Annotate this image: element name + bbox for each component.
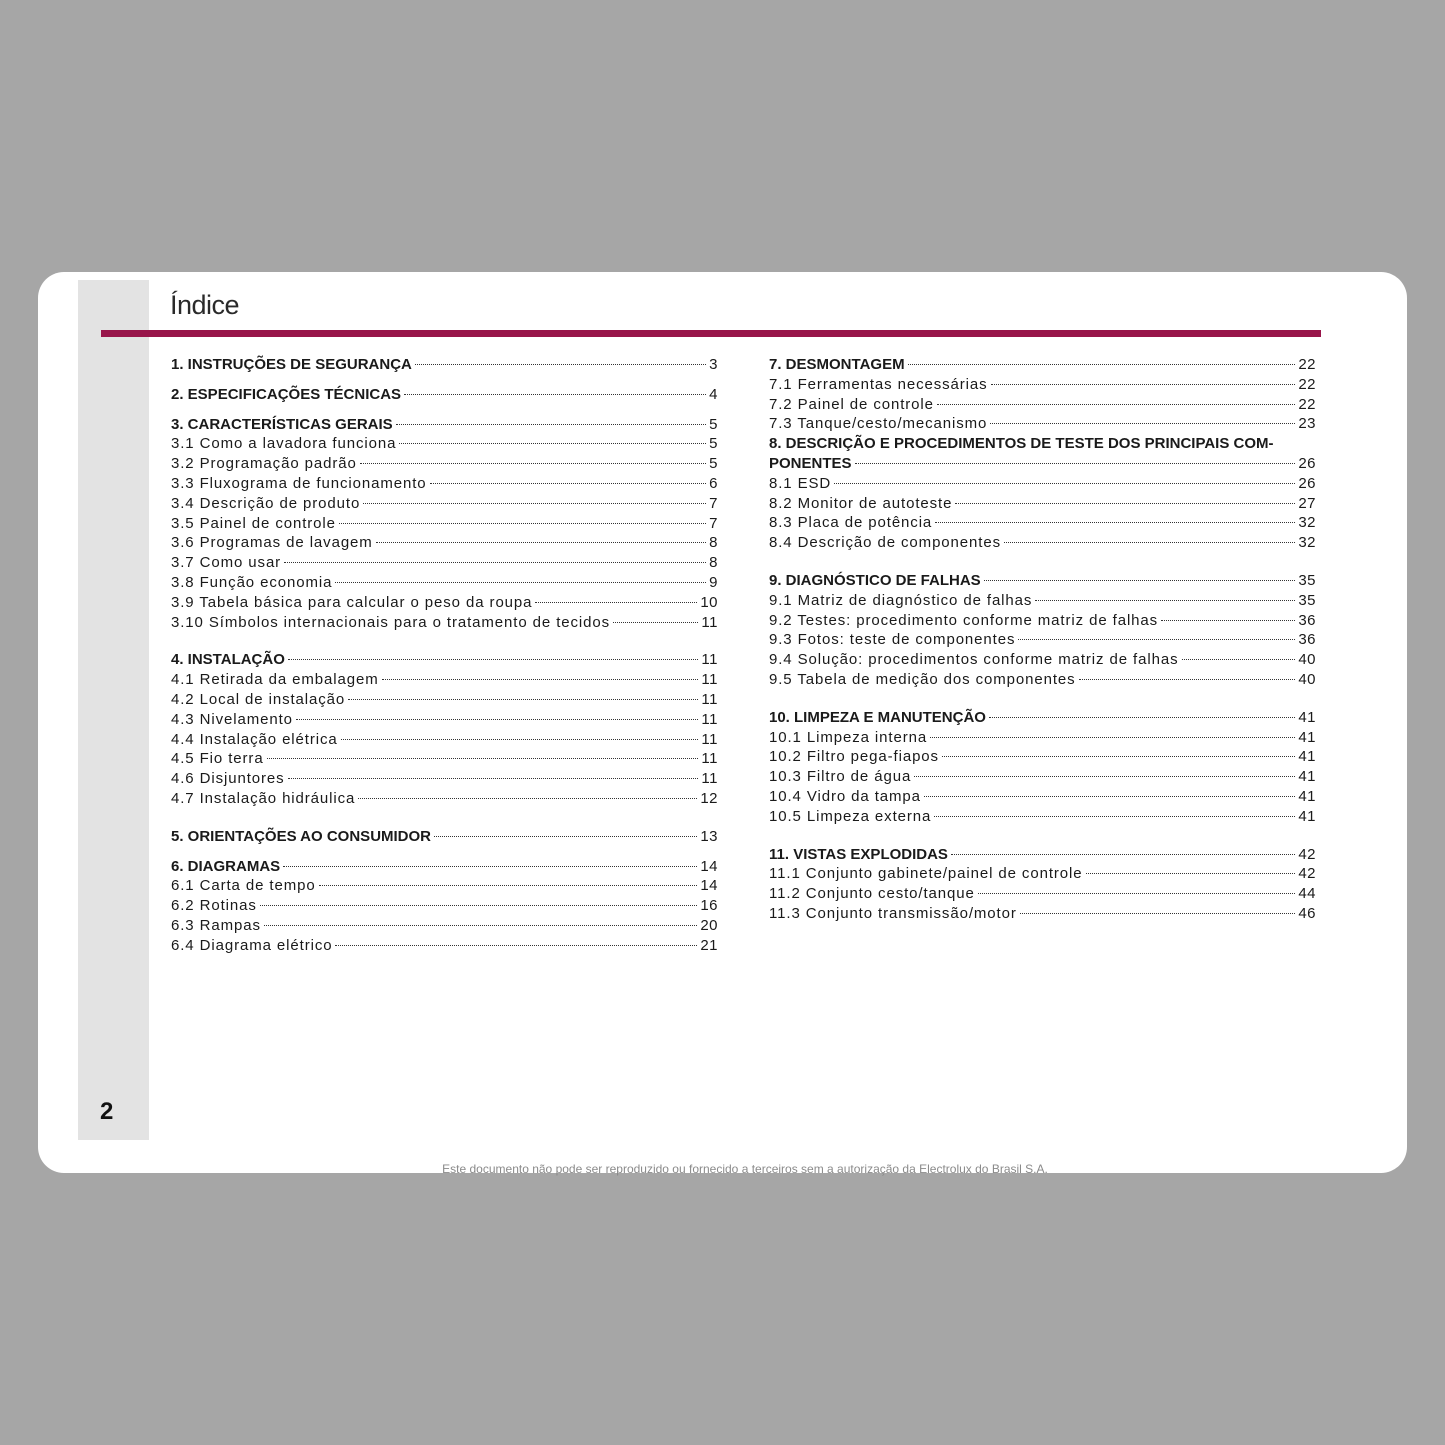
- toc-entry-label: 3.9 Tabela básica para calcular o peso da roupa: [171, 593, 533, 611]
- toc-section-heading[interactable]: [171, 386, 718, 406]
- toc-entry-label: 8.4 Descrição de componentes: [769, 534, 1001, 552]
- dot-leader: [341, 739, 699, 740]
- toc-entry-page: 41: [1298, 807, 1316, 825]
- dot-leader: [535, 602, 697, 603]
- toc-entry[interactable]: [171, 897, 718, 917]
- toc-entry-page: 41: [1298, 708, 1316, 726]
- dot-leader: [335, 582, 706, 583]
- dot-leader: [404, 394, 706, 395]
- toc-entry[interactable]: [769, 495, 1316, 515]
- toc-entry-page: 11: [701, 770, 718, 788]
- toc-entry-page: 42: [1298, 865, 1316, 883]
- toc-entry-page: 8: [709, 554, 718, 572]
- page-title: Índice: [170, 290, 240, 320]
- toc-entry-label: 4.5 Fio terra: [171, 750, 264, 768]
- dot-leader: [1086, 873, 1296, 874]
- toc-entry-page: 11: [701, 710, 718, 728]
- dot-leader: [930, 737, 1295, 738]
- toc-entry-label: 3.7 Como usar: [171, 554, 282, 572]
- toc-entry-page: 40: [1298, 670, 1316, 688]
- toc-entry-page: 20: [700, 916, 718, 934]
- toc-entry-page: 10: [700, 593, 718, 611]
- toc-entry-label: 6. DIAGRAMAS: [171, 857, 281, 875]
- dot-leader: [924, 796, 1295, 797]
- toc-section-heading[interactable]: [171, 651, 718, 671]
- toc-entry[interactable]: [171, 731, 718, 751]
- toc-entry[interactable]: [769, 905, 1316, 925]
- dot-leader: [339, 523, 706, 524]
- toc-entry[interactable]: [769, 768, 1316, 788]
- toc-entry[interactable]: [769, 631, 1316, 651]
- toc-entry-page: 41: [1298, 768, 1316, 786]
- toc-entry-page: 7: [709, 494, 718, 512]
- toc-entry-page: 32: [1298, 514, 1316, 532]
- toc-entry-label: 7.3 Tanque/cesto/mecanismo: [769, 415, 988, 433]
- toc-entry-page: 5: [709, 435, 718, 453]
- toc-entry-page: 7: [709, 514, 718, 532]
- toc-entry-label: 3.4 Descrição de produto: [171, 494, 361, 512]
- toc-entry-page: 26: [1298, 454, 1316, 472]
- toc-entry-label: 7.2 Painel de controle: [769, 395, 934, 413]
- toc-entry-label: 4.3 Nivelamento: [171, 710, 293, 728]
- side-strip: [78, 280, 149, 1140]
- toc-entry-page: 36: [1298, 631, 1316, 649]
- toc-entry-page: 40: [1298, 651, 1316, 669]
- dot-leader: [1018, 639, 1295, 640]
- toc-entry-page: 35: [1298, 591, 1316, 609]
- toc-entry[interactable]: [769, 475, 1316, 495]
- toc-entry[interactable]: [171, 515, 718, 535]
- toc-section-heading[interactable]: [171, 356, 718, 376]
- toc-entry-label: 6.4 Diagrama elétrico: [171, 936, 333, 954]
- dot-leader: [990, 423, 1295, 424]
- toc-entry-label: 10.1 Limpeza interna: [769, 728, 928, 746]
- toc-right-column: [769, 356, 1316, 925]
- toc-entry-label: 4.4 Instalação elétrica: [171, 730, 338, 748]
- dot-leader: [1161, 620, 1295, 621]
- title-rule: [101, 330, 1321, 337]
- document-page: [38, 272, 1407, 1173]
- toc-entry-label: 8.2 Monitor de autoteste: [769, 494, 953, 512]
- toc-entry-page: 16: [700, 897, 718, 915]
- toc-entry-label: 10.2 Filtro pega-fiapos: [769, 748, 939, 766]
- toc-entry-page: 11: [701, 613, 718, 631]
- dot-leader: [288, 659, 699, 660]
- toc-entry[interactable]: [171, 475, 718, 495]
- toc-entry-page: 8: [709, 534, 718, 552]
- toc-entry-page: 23: [1298, 415, 1316, 433]
- dot-leader: [396, 424, 706, 425]
- toc-entry-label: 3. CARACTERÍSTICAS GERAIS: [171, 415, 393, 433]
- toc-entry-label: 10. LIMPEZA E MANUTENÇÃO: [769, 708, 986, 726]
- dot-leader: [335, 945, 697, 946]
- toc-entry[interactable]: [171, 917, 718, 937]
- dot-leader: [283, 866, 697, 867]
- toc-entry-page: 26: [1298, 474, 1316, 492]
- toc-entry-label: 10.3 Filtro de água: [769, 768, 912, 786]
- toc-entry-label: 5. ORIENTAÇÕES AO CONSUMIDOR: [171, 827, 432, 845]
- toc-entry-label: 8.1 ESD: [769, 474, 832, 492]
- toc-entry[interactable]: [769, 651, 1316, 671]
- toc-entry[interactable]: [769, 534, 1316, 554]
- toc-entry[interactable]: [171, 495, 718, 515]
- dot-leader: [908, 364, 1296, 365]
- toc-entry-page: 41: [1298, 787, 1316, 805]
- toc-section-heading[interactable]: [171, 858, 718, 878]
- toc-entry-label: 6.2 Rotinas: [171, 897, 257, 915]
- toc-section-heading[interactable]: [769, 846, 1316, 866]
- toc-section-heading[interactable]: [171, 416, 718, 436]
- dot-leader: [955, 503, 1295, 504]
- toc-section-heading[interactable]: [769, 356, 1316, 376]
- toc-section-heading[interactable]: [171, 828, 718, 848]
- dot-leader: [951, 854, 1295, 855]
- toc-entry-label: 11.1 Conjunto gabinete/painel de controle: [769, 865, 1083, 883]
- toc-entry[interactable]: [171, 937, 718, 957]
- toc-entry-page: 11: [701, 651, 718, 669]
- toc-entry[interactable]: [769, 729, 1316, 749]
- toc-entry[interactable]: [769, 671, 1316, 691]
- toc-left-column: [171, 356, 718, 957]
- dot-leader: [934, 816, 1295, 817]
- toc-entry-label: 3.2 Programação padrão: [171, 455, 357, 473]
- dot-leader: [296, 719, 699, 720]
- dot-leader: [1020, 913, 1296, 914]
- footer-note: Este documento não pode ser reproduzido ou fornecido a terceiros sem a autorização da Electrolux do Brasil S.A.: [442, 1162, 1048, 1176]
- dot-leader: [360, 463, 706, 464]
- dot-leader: [991, 384, 1296, 385]
- dot-leader: [978, 893, 1296, 894]
- toc-entry[interactable]: [171, 790, 718, 810]
- toc-entry-label: 9.3 Fotos: teste de componentes: [769, 631, 1016, 649]
- toc-entry-page: 46: [1298, 904, 1316, 922]
- dot-leader: [855, 463, 1296, 464]
- toc-entry[interactable]: [171, 671, 718, 691]
- toc-entry-page: 11: [701, 730, 718, 748]
- toc-entry[interactable]: [171, 455, 718, 475]
- toc-entry-page: 6: [709, 474, 718, 492]
- dot-leader: [319, 885, 698, 886]
- toc-entry-page: 3: [709, 356, 718, 373]
- toc-entry-page: 22: [1298, 356, 1316, 373]
- toc-entry[interactable]: [171, 614, 718, 634]
- toc-entry-label: 9. DIAGNÓSTICO DE FALHAS: [769, 571, 981, 589]
- toc-section-heading[interactable]: [769, 709, 1316, 729]
- toc-entry-page: 4: [709, 385, 718, 403]
- page-number: 2: [100, 1098, 114, 1125]
- dot-leader: [260, 905, 698, 906]
- dot-leader: [613, 622, 698, 623]
- toc-entry[interactable]: [171, 691, 718, 711]
- dot-leader: [358, 798, 697, 799]
- toc-entry[interactable]: [769, 396, 1316, 416]
- dot-leader: [348, 699, 698, 700]
- dot-leader: [376, 542, 706, 543]
- toc-section-heading[interactable]: [769, 572, 1316, 592]
- toc-entry[interactable]: [171, 554, 718, 574]
- toc-entry-page: 5: [709, 415, 718, 433]
- toc-entry-label: 3.3 Fluxograma de funcionamento: [171, 474, 427, 492]
- dot-leader: [1079, 679, 1296, 680]
- dot-leader: [1035, 600, 1295, 601]
- toc-entry-label: 3.10 Símbolos internacionais para o tratamento de tecidos: [171, 613, 611, 631]
- toc-entry-label: 11.2 Conjunto cesto/tanque: [769, 885, 975, 903]
- toc-entry-page: 5: [709, 455, 718, 473]
- toc-entry-label: 4.2 Local de instalação: [171, 690, 346, 708]
- toc-entry-label: 9.4 Solução: procedimentos conforme matriz de falhas: [769, 651, 1179, 669]
- dot-leader: [942, 756, 1295, 757]
- toc-entry-page: 22: [1298, 375, 1316, 393]
- toc-entry-page: 44: [1298, 885, 1316, 903]
- toc-entry-page: 9: [709, 573, 718, 591]
- toc-entry[interactable]: [171, 711, 718, 731]
- dot-leader: [430, 483, 707, 484]
- dot-leader: [989, 717, 1295, 718]
- dot-leader: [434, 836, 697, 837]
- toc-entry[interactable]: [171, 435, 718, 455]
- toc-entry-page: 27: [1298, 494, 1316, 512]
- toc-entry-page: 32: [1298, 534, 1316, 552]
- toc-entry-label: 3.8 Função economia: [171, 573, 333, 591]
- toc-entry-label: 3.1 Como a lavadora funciona: [171, 435, 397, 453]
- toc-entry[interactable]: [769, 592, 1316, 612]
- toc-entry-label: 11.3 Conjunto transmissão/motor: [769, 904, 1017, 922]
- toc-entry[interactable]: [171, 594, 718, 614]
- toc-entry-page: 11: [701, 671, 718, 689]
- toc-entry-label: 2. ESPECIFICAÇÕES TÉCNICAS: [171, 385, 402, 403]
- toc-entry-page: 13: [700, 827, 718, 845]
- dot-leader: [937, 404, 1295, 405]
- toc-entry-label: 3.6 Programas de lavagem: [171, 534, 373, 552]
- toc-entry-label: 10.5 Limpeza externa: [769, 807, 932, 825]
- toc-entry[interactable]: [769, 788, 1316, 808]
- toc-entry-page: 22: [1298, 395, 1316, 413]
- dot-leader: [935, 522, 1295, 523]
- toc-entry-label: 6.3 Rampas: [171, 916, 261, 934]
- toc-entry-label: 3.5 Painel de controle: [171, 514, 336, 532]
- toc-entry-label: 9.5 Tabela de medição dos componentes: [769, 670, 1076, 688]
- toc-entry[interactable]: [171, 534, 718, 554]
- toc-entry-label: 7.1 Ferramentas necessárias: [769, 375, 988, 393]
- dot-leader: [834, 483, 1295, 484]
- toc-entry-page: 14: [700, 857, 718, 875]
- toc-entry-label: 8.3 Placa de potência: [769, 514, 933, 532]
- toc-entry-label: 6.1 Carta de tempo: [171, 877, 316, 895]
- toc-entry-page: 21: [700, 936, 718, 954]
- dot-leader: [264, 925, 697, 926]
- toc-entry-label: 4.7 Instalação hidráulica: [171, 789, 356, 807]
- toc-entry-page: 14: [700, 877, 718, 895]
- toc-entry[interactable]: [171, 877, 718, 897]
- toc-entry-label: 1. INSTRUÇÕES DE SEGURANÇA: [171, 356, 412, 373]
- toc-entry-page: 35: [1298, 571, 1316, 589]
- toc-entry-label: 7. DESMONTAGEM: [769, 356, 905, 373]
- toc-section-heading[interactable]: [769, 455, 1316, 475]
- dot-leader: [984, 580, 1296, 581]
- dot-leader: [415, 364, 706, 365]
- toc-entry-label: 4.6 Disjuntores: [171, 770, 285, 788]
- toc-entry[interactable]: [171, 574, 718, 594]
- toc-entry-label: PONENTES: [769, 454, 852, 472]
- toc-entry[interactable]: [171, 770, 718, 790]
- toc-entry-label: 10.4 Vidro da tampa: [769, 787, 921, 805]
- toc-entry[interactable]: [769, 885, 1316, 905]
- toc-entry[interactable]: [769, 415, 1316, 435]
- dot-leader: [914, 776, 1295, 777]
- dot-leader: [363, 503, 706, 504]
- dot-leader: [1004, 542, 1295, 543]
- toc-entry[interactable]: [769, 514, 1316, 534]
- toc-entry-label: 9.2 Testes: procedimento conforme matriz de falhas: [769, 611, 1159, 629]
- toc-entry[interactable]: [769, 376, 1316, 396]
- dot-leader: [288, 778, 699, 779]
- toc-entry[interactable]: [769, 865, 1316, 885]
- toc-entry-page: 42: [1298, 845, 1316, 863]
- toc-entry-page: 12: [700, 789, 718, 807]
- toc-entry-label: 11. VISTAS EXPLODIDAS: [769, 845, 948, 863]
- toc-entry[interactable]: [171, 750, 718, 770]
- dot-leader: [382, 679, 699, 680]
- toc-entry-page: 41: [1298, 728, 1316, 746]
- toc-entry-label: 9.1 Matriz de diagnóstico de falhas: [769, 591, 1033, 609]
- toc-entry-page: 11: [701, 690, 718, 708]
- toc-entry[interactable]: [769, 612, 1316, 632]
- toc-entry-label: 4. INSTALAÇÃO: [171, 651, 285, 669]
- dot-leader: [267, 758, 699, 759]
- toc-entry-page: 36: [1298, 611, 1316, 629]
- dot-leader: [1182, 659, 1296, 660]
- toc-entry-page: 41: [1298, 748, 1316, 766]
- toc-entry[interactable]: [769, 748, 1316, 768]
- toc-heading-line: 8. DESCRIÇÃO E PROCEDIMENTOS DE TESTE DOS PRINCIPAIS COM-: [769, 435, 1274, 453]
- toc-entry-label: 4.1 Retirada da embalagem: [171, 671, 379, 689]
- dot-leader: [284, 562, 706, 563]
- dot-leader: [399, 443, 706, 444]
- toc-entry[interactable]: [769, 808, 1316, 828]
- toc-entry-page: 11: [701, 750, 718, 768]
